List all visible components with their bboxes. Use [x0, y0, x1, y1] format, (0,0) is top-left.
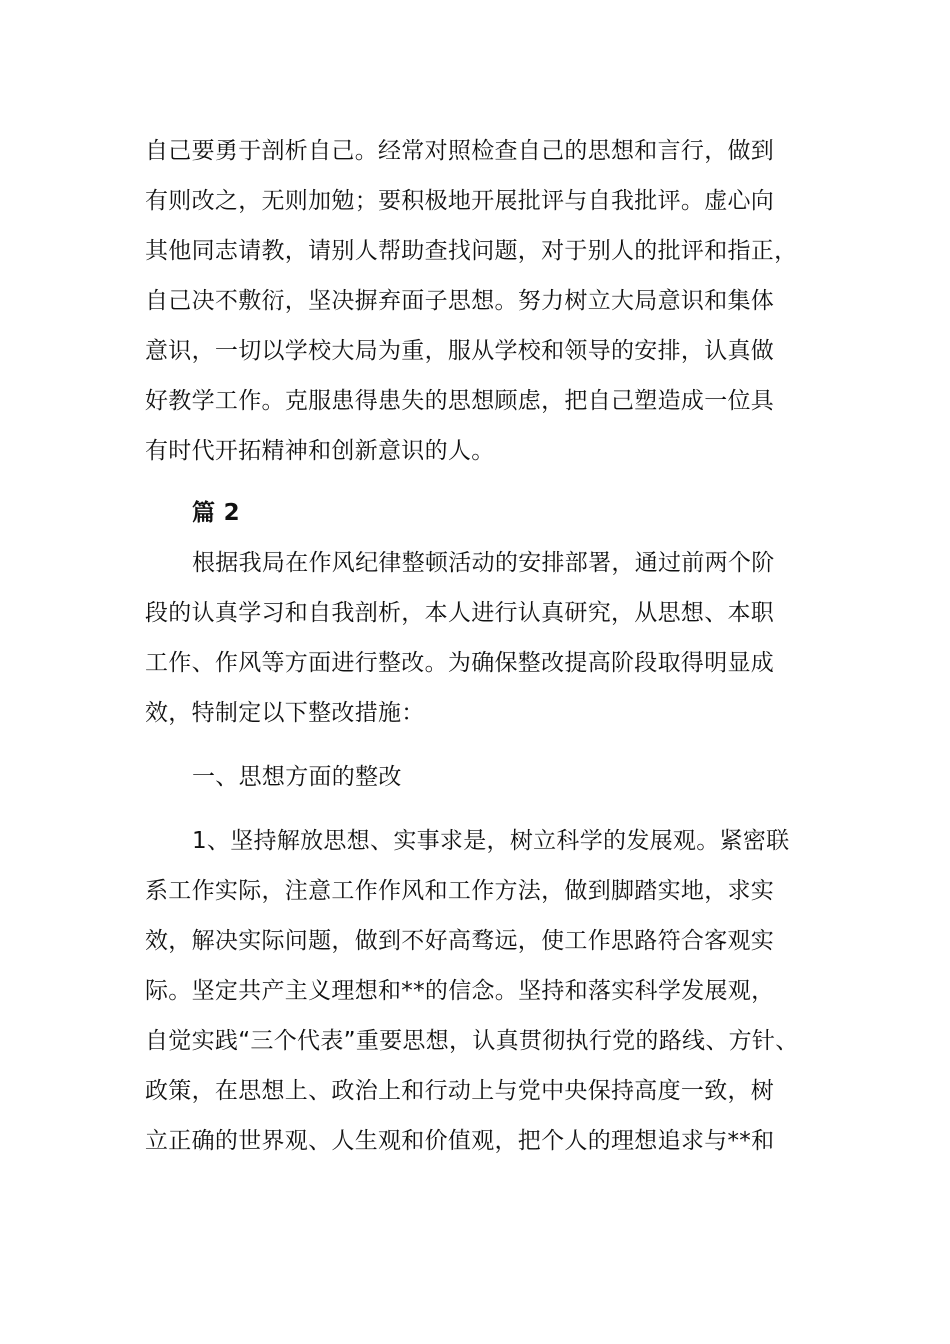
section-heading: 篇 2 [192, 500, 240, 526]
paragraph-3-line-6: 政策，在思想上、政治上和行动上与党中央保持高度一致，树 [145, 1078, 775, 1104]
paragraph-1-line-5: 意识，一切以学校大局为重，服从学校和领导的安排，认真做 [145, 338, 775, 364]
paragraph-2-line-4: 效，特制定以下整改措施： [145, 700, 425, 726]
paragraph-2-line-2: 段的认真学习和自我剖析，本人进行认真研究，从思想、本职 [145, 600, 775, 626]
subheading-thought-rectification: 一、思想方面的整改 [192, 764, 402, 790]
paragraph-1-line-6: 好教学工作。克服患得患失的思想顾虑，把自己塑造成一位具 [145, 388, 775, 414]
paragraph-3-line-2: 系工作实际，注意工作作风和工作方法，做到脚踏实地，求实 [145, 878, 775, 904]
paragraph-3-line-3: 效，解决实际问题，做到不好高骛远，使工作思路符合客观实 [145, 928, 775, 954]
paragraph-1-line-4: 自己决不敷衍，坚决摒弃面子思想。努力树立大局意识和集体 [145, 288, 775, 314]
paragraph-3-line-1: 1、坚持解放思想、实事求是，树立科学的发展观。紧密联 [192, 828, 790, 854]
paragraph-1-line-3: 其他同志请教，请别人帮助查找问题，对于别人的批评和指正， [145, 238, 798, 264]
paragraph-1-line-7: 有时代开拓精神和创新意识的人。 [145, 438, 495, 464]
paragraph-2-line-3: 工作、作风等方面进行整改。为确保整改提高阶段取得明显成 [145, 650, 775, 676]
paragraph-2-line-1: 根据我局在作风纪律整顿活动的安排部署，通过前两个阶 [192, 550, 775, 576]
paragraph-3-line-7: 立正确的世界观、人生观和价值观，把个人的理想追求与**和 [145, 1128, 775, 1154]
paragraph-3-line-4: 际。坚定共产主义理想和**的信念。坚持和落实科学发展观， [145, 978, 775, 1004]
paragraph-1-line-1: 自己要勇于剖析自己。经常对照检查自己的思想和言行，做到 [145, 138, 775, 164]
paragraph-3-line-5: 自觉实践“三个代表”重要思想，认真贯彻执行党的路线、方针、 [145, 1028, 799, 1054]
paragraph-1-line-2: 有则改之，无则加勉；要积极地开展批评与自我批评。虚心向 [145, 188, 775, 214]
